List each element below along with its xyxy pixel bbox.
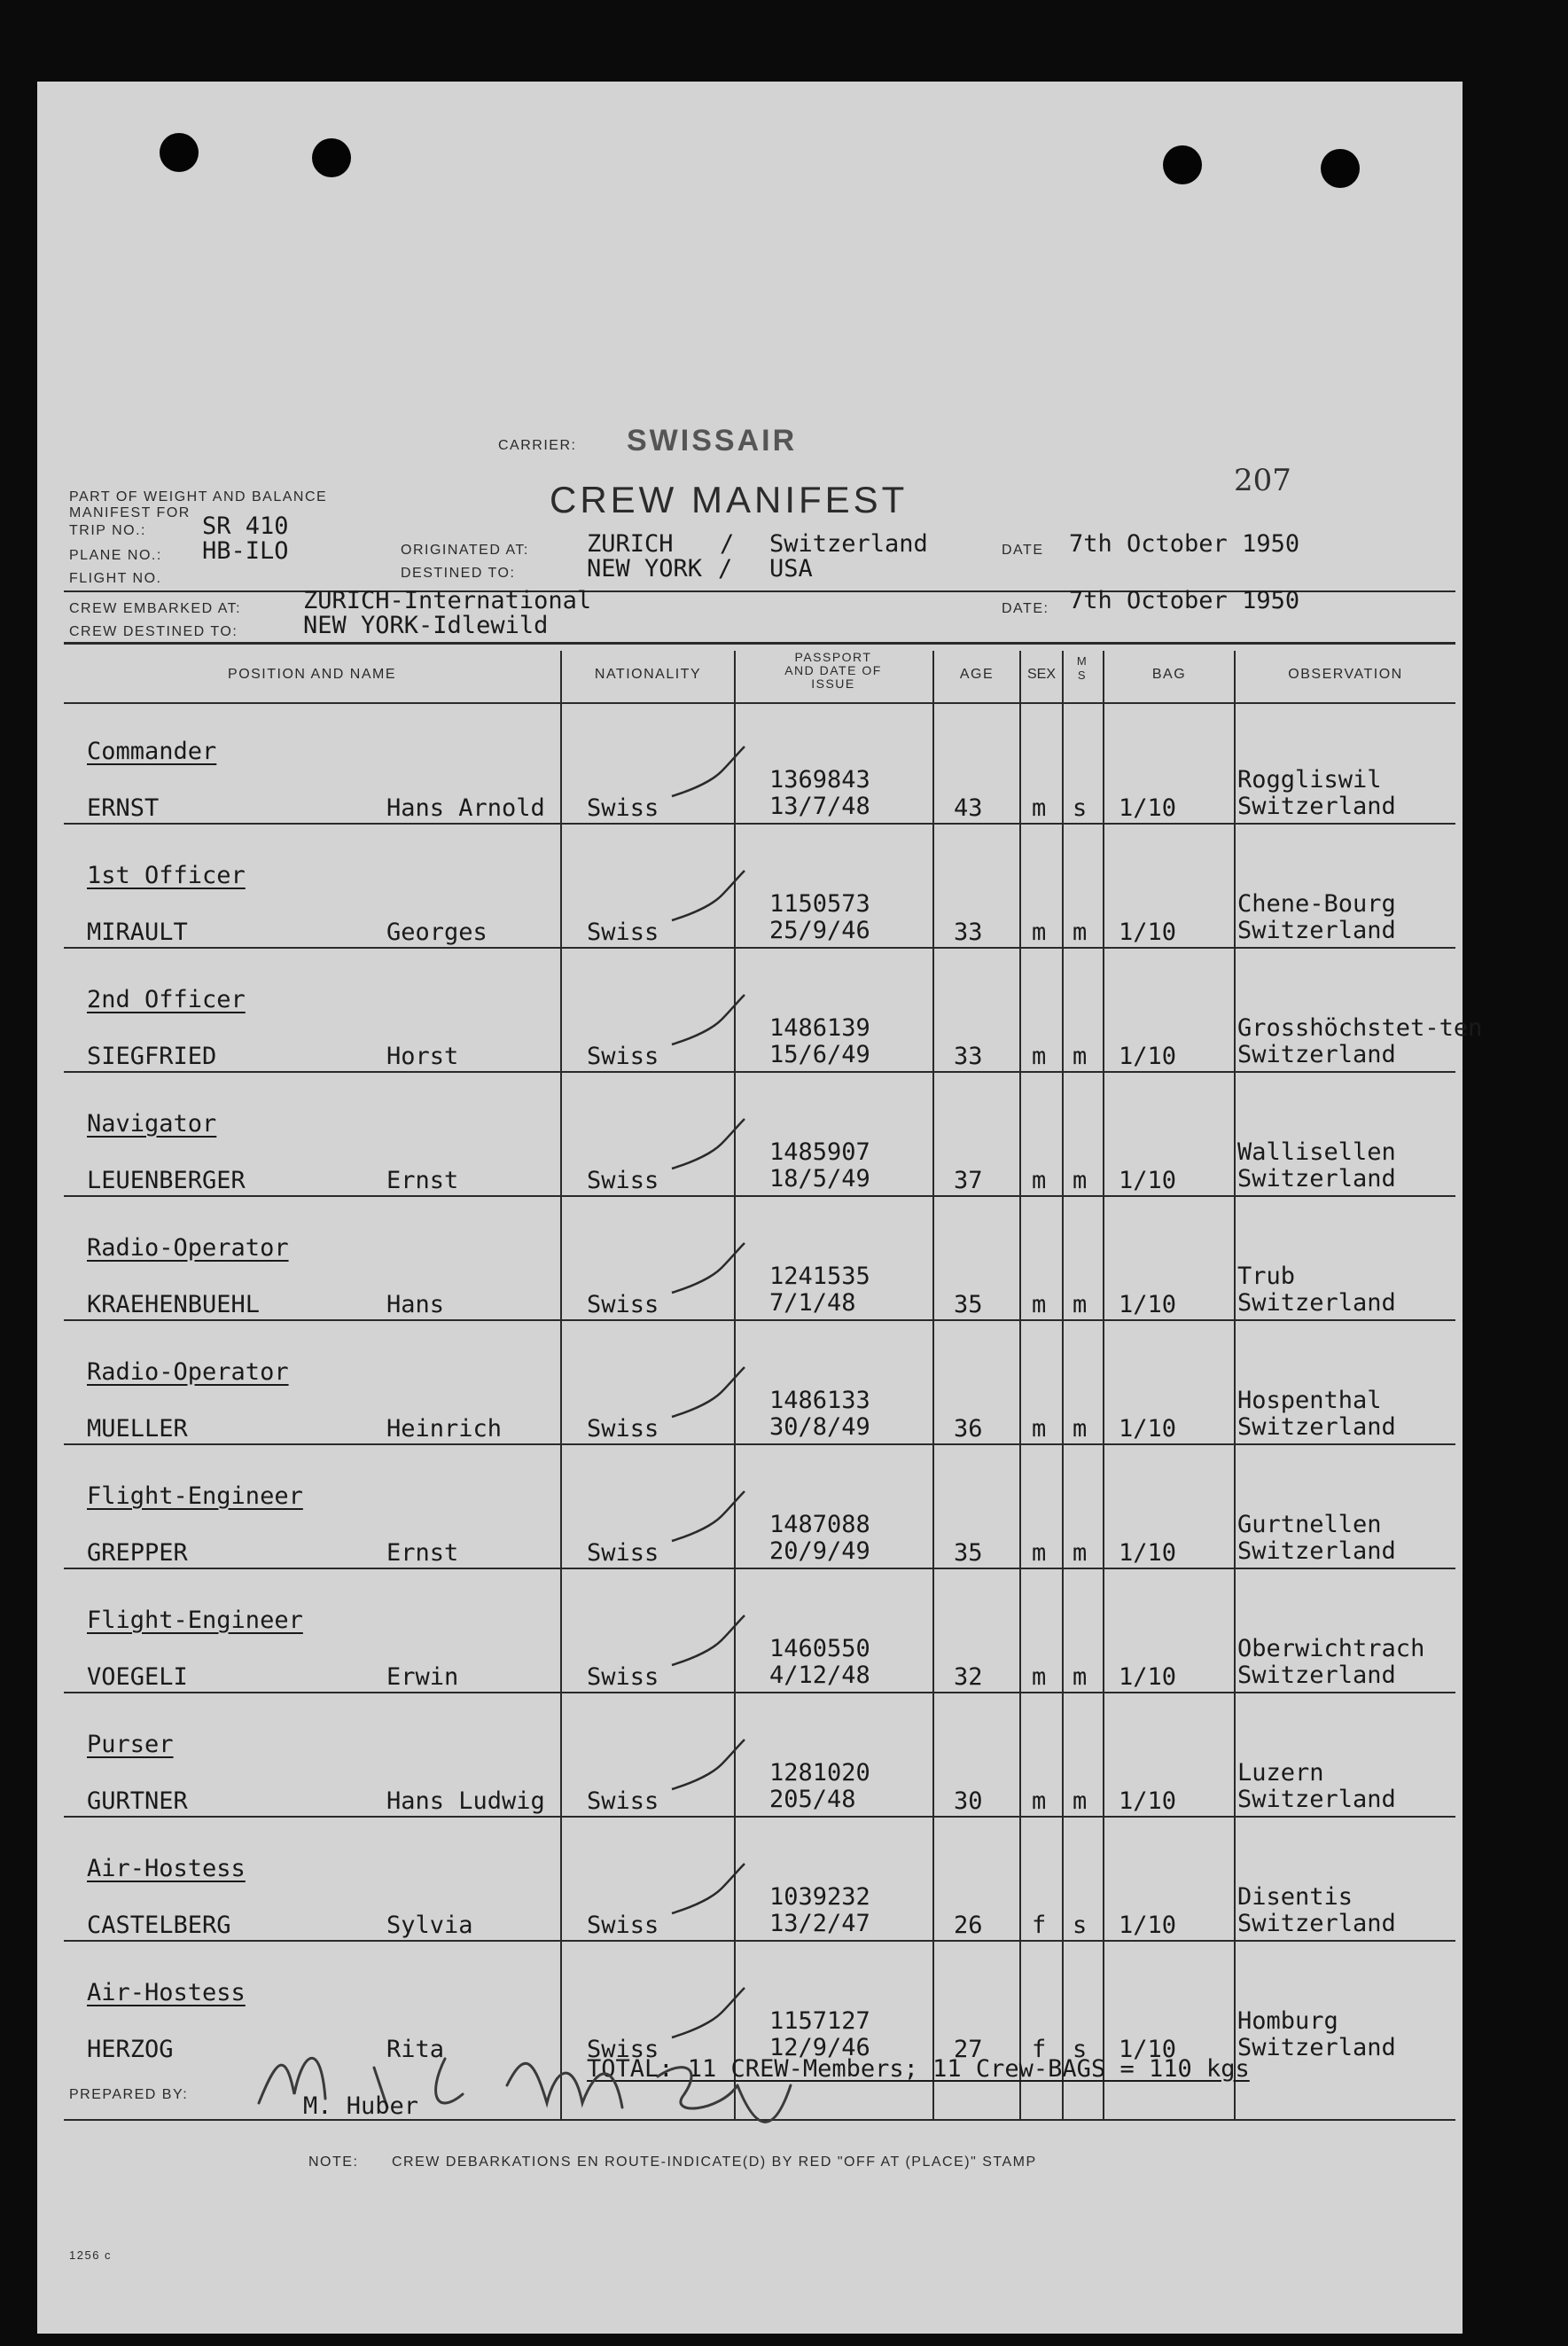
crew-origin-country: Switzerland xyxy=(1237,917,1396,944)
destined-country: USA xyxy=(769,555,813,583)
crew-bag: 1/10 xyxy=(1119,794,1177,822)
check-mark-icon xyxy=(668,1986,748,2039)
crew-given-name: Horst xyxy=(386,1043,459,1070)
crew-age: 33 xyxy=(954,919,983,946)
crew-surname: GREPPER xyxy=(87,1539,188,1567)
crew-nationality: Swiss xyxy=(587,1167,659,1194)
crew-nationality: Swiss xyxy=(587,794,659,822)
crew-position: Air-Hostess xyxy=(87,1979,246,2006)
crew-age: 27 xyxy=(954,2036,983,2063)
crew-marital-status: m xyxy=(1073,1043,1088,1070)
crew-position: Purser xyxy=(87,1731,174,1758)
crew-origin-country: Switzerland xyxy=(1237,1786,1396,1813)
date-label-1: DATE xyxy=(1002,543,1044,558)
crew-nationality: Swiss xyxy=(587,919,659,946)
crew-origin-country: Switzerland xyxy=(1237,1537,1396,1565)
plane-number: HB-ILO xyxy=(202,537,289,565)
crew-marital-status: s xyxy=(1073,794,1088,822)
crew-origin-place: Chene-Bourg xyxy=(1237,890,1396,918)
crew-given-name: Rita xyxy=(386,2036,445,2063)
crew-passport: 1485907 xyxy=(769,1138,870,1166)
crew-age: 36 xyxy=(954,1415,983,1443)
col-header-passport: PASSPORT AND DATE OF ISSUE xyxy=(784,650,882,691)
crew-sex: m xyxy=(1032,794,1047,822)
separator-slash-2: / xyxy=(718,555,733,583)
col-divider xyxy=(1103,651,1104,2119)
crew-given-name: Hans Ludwig xyxy=(386,1787,545,1815)
prepared-by-label: PREPARED BY: xyxy=(69,2087,189,2102)
crew-passport-date: 7/1/48 xyxy=(769,1289,856,1317)
col-divider xyxy=(1062,651,1064,2119)
row-divider xyxy=(64,823,1455,825)
manifest-sheet xyxy=(37,82,1483,2334)
crew-sex: m xyxy=(1032,1043,1047,1070)
row-divider xyxy=(64,1692,1455,1693)
note-label: NOTE: xyxy=(308,2154,359,2170)
crew-origin-place: Trub xyxy=(1237,1263,1296,1290)
crew-age: 26 xyxy=(954,1912,983,1939)
check-mark-icon xyxy=(668,1738,748,1791)
crew-age: 33 xyxy=(954,1043,983,1070)
crew-bag: 1/10 xyxy=(1119,1043,1177,1070)
crew-passport-date: 4/12/48 xyxy=(769,1662,870,1689)
crew-passport-date: 13/2/47 xyxy=(769,1910,870,1937)
crew-surname: MIRAULT xyxy=(87,919,188,946)
crew-surname: LEUENBERGER xyxy=(87,1167,246,1194)
crew-passport: 1460550 xyxy=(769,1635,870,1662)
crew-given-name: Sylvia xyxy=(386,1912,473,1939)
crew-origin-place: Wallisellen xyxy=(1237,1138,1396,1166)
col-divider xyxy=(560,651,562,2119)
trip-label: TRIP NO.: xyxy=(69,523,146,538)
crew-passport-date: 205/48 xyxy=(769,1786,856,1813)
embarked-label: CREW EMBARKED AT: xyxy=(69,601,242,616)
table-top-border xyxy=(64,642,1455,645)
row-divider xyxy=(64,1568,1455,1569)
crew-origin-country: Switzerland xyxy=(1237,1413,1396,1441)
punch-hole-4 xyxy=(1321,149,1360,188)
total-line: TOTAL: 11 CREW-Members; 11 Crew-BAGS = 110 kgs xyxy=(587,2055,1250,2083)
crew-marital-status: m xyxy=(1073,1415,1088,1443)
crew-surname: GURTNER xyxy=(87,1787,188,1815)
crew-position: Air-Hostess xyxy=(87,1855,246,1882)
row-divider xyxy=(64,1319,1455,1321)
crew-marital-status: s xyxy=(1073,2036,1088,2063)
crew-sex: f xyxy=(1032,1912,1047,1939)
note-text: CREW DEBARKATIONS EN ROUTE-INDICATE(D) BY RED "OFF AT (PLACE)" STAMP xyxy=(392,2154,1037,2170)
col-header-position: POSITION AND NAME xyxy=(228,667,396,682)
crew-origin-country: Switzerland xyxy=(1237,1289,1396,1317)
crew-age: 32 xyxy=(954,1663,983,1691)
crew-sex: m xyxy=(1032,1787,1047,1815)
check-mark-icon xyxy=(668,1490,748,1543)
plane-label: PLANE NO.: xyxy=(69,548,162,563)
date-2: 7th October 1950 xyxy=(1069,587,1300,614)
row-divider xyxy=(64,1816,1455,1818)
col-header-ms: M S xyxy=(1076,654,1088,682)
crew-marital-status: m xyxy=(1073,1663,1088,1691)
crew-passport: 1157127 xyxy=(769,2007,870,2035)
trip-number: SR 410 xyxy=(202,512,289,540)
crew-sex: m xyxy=(1032,1663,1047,1691)
crew-passport-date: 20/9/49 xyxy=(769,1537,870,1565)
embarked-at: ZURICH-International xyxy=(303,587,592,614)
crew-sex: m xyxy=(1032,919,1047,946)
crew-position: Flight-Engineer xyxy=(87,1607,303,1634)
crew-origin-place: Disentis xyxy=(1237,1883,1353,1911)
crew-surname: CASTELBERG xyxy=(87,1912,231,1939)
crew-bag: 1/10 xyxy=(1119,919,1177,946)
punch-hole-2 xyxy=(312,138,351,177)
crew-surname: HERZOG xyxy=(87,2036,174,2063)
crew-nationality: Swiss xyxy=(587,1539,659,1567)
col-divider xyxy=(932,651,934,2119)
crew-bag: 1/10 xyxy=(1119,1787,1177,1815)
crew-sex: m xyxy=(1032,1291,1047,1318)
crew-age: 30 xyxy=(954,1787,983,1815)
separator-slash: / xyxy=(720,530,735,558)
col-divider xyxy=(1234,651,1236,2119)
crew-passport: 1486133 xyxy=(769,1387,870,1414)
crew-passport-date: 18/5/49 xyxy=(769,1165,870,1193)
crew-passport: 1486139 xyxy=(769,1014,870,1042)
destined-label: DESTINED TO: xyxy=(401,566,516,581)
crew-passport-date: 15/6/49 xyxy=(769,1041,870,1068)
originated-city: ZURICH xyxy=(587,530,674,558)
crew-surname: KRAEHENBUEHL xyxy=(87,1291,261,1318)
crew-origin-place: Grosshöchstet-ten xyxy=(1237,1014,1483,1042)
crew-marital-status: m xyxy=(1073,1539,1088,1567)
crew-given-name: Hans Arnold xyxy=(386,794,545,822)
crew-bag: 1/10 xyxy=(1119,2036,1177,2063)
check-mark-icon xyxy=(668,745,748,798)
crew-bag: 1/10 xyxy=(1119,1167,1177,1194)
crew-origin-country: Switzerland xyxy=(1237,2034,1396,2061)
crew-origin-place: Luzern xyxy=(1237,1759,1324,1787)
crew-origin-country: Switzerland xyxy=(1237,1662,1396,1689)
date-label-2: DATE: xyxy=(1002,601,1049,616)
crew-passport-date: 25/9/46 xyxy=(769,917,870,944)
check-mark-icon xyxy=(668,1365,748,1419)
crew-bag: 1/10 xyxy=(1119,1291,1177,1318)
prepared-by: M. Huber xyxy=(303,2092,419,2120)
col-divider xyxy=(1019,651,1021,2119)
crew-origin-place: Homburg xyxy=(1237,2007,1338,2035)
row-divider xyxy=(64,1071,1455,1073)
flight-label: FLIGHT NO. xyxy=(69,571,162,586)
crew-marital-status: m xyxy=(1073,1787,1088,1815)
crew-age: 43 xyxy=(954,794,983,822)
col-header-sex: SEX xyxy=(1026,667,1056,682)
crew-age: 35 xyxy=(954,1291,983,1318)
originated-country: Switzerland xyxy=(769,530,928,558)
crew-destined-to: NEW YORK-Idlewild xyxy=(303,612,549,639)
page-number-stamp: 207 xyxy=(1234,463,1291,498)
punch-hole-3 xyxy=(1163,145,1202,184)
crew-bag: 1/10 xyxy=(1119,1663,1177,1691)
date-1: 7th October 1950 xyxy=(1069,530,1300,558)
crew-given-name: Hans xyxy=(386,1291,445,1318)
check-mark-icon xyxy=(668,1117,748,1170)
crew-origin-country: Switzerland xyxy=(1237,1041,1396,1068)
crew-passport-date: 30/8/49 xyxy=(769,1413,870,1441)
crew-surname: SIEGFRIED xyxy=(87,1043,217,1070)
form-number: 1256 c xyxy=(69,2248,113,2262)
crew-passport: 1487088 xyxy=(769,1511,870,1538)
crew-nationality: Swiss xyxy=(587,1043,659,1070)
crew-nationality: Swiss xyxy=(587,1415,659,1443)
crew-origin-place: Roggliswil xyxy=(1237,766,1382,794)
crew-given-name: Erwin xyxy=(386,1663,459,1691)
crew-position: 1st Officer xyxy=(87,862,246,889)
destined-city: NEW YORK xyxy=(587,555,703,583)
crew-position: Commander xyxy=(87,738,217,765)
crew-given-name: Georges xyxy=(386,919,488,946)
check-mark-icon xyxy=(668,993,748,1046)
crew-origin-country: Switzerland xyxy=(1237,1165,1396,1193)
crew-nationality: Swiss xyxy=(587,1912,659,1939)
check-mark-icon xyxy=(668,1862,748,1915)
check-mark-icon xyxy=(668,1614,748,1667)
table-header-border xyxy=(64,702,1455,704)
col-header-bag: BAG xyxy=(1151,667,1187,682)
crew-surname: ERNST xyxy=(87,794,160,822)
crew-origin-place: Gurtnellen xyxy=(1237,1511,1382,1538)
crew-origin-place: Hospenthal xyxy=(1237,1387,1382,1414)
crew-marital-status: m xyxy=(1073,1167,1088,1194)
crew-passport: 1281020 xyxy=(769,1759,870,1787)
crew-position: Navigator xyxy=(87,1110,217,1138)
crew-origin-country: Switzerland xyxy=(1237,1910,1396,1937)
crew-surname: VOEGELI xyxy=(87,1663,188,1691)
carrier-stamp: SWISSAIR xyxy=(627,424,798,457)
crew-destined-label: CREW DESTINED TO: xyxy=(69,624,238,639)
crew-marital-status: m xyxy=(1073,1291,1088,1318)
crew-origin-place: Oberwichtrach xyxy=(1237,1635,1425,1662)
crew-bag: 1/10 xyxy=(1119,1539,1177,1567)
row-divider xyxy=(64,1443,1455,1445)
crew-position: Flight-Engineer xyxy=(87,1482,303,1510)
crew-given-name: Ernst xyxy=(386,1539,459,1567)
crew-position: Radio-Operator xyxy=(87,1234,289,1262)
crew-bag: 1/10 xyxy=(1119,1912,1177,1939)
crew-age: 35 xyxy=(954,1539,983,1567)
crew-given-name: Heinrich xyxy=(386,1415,503,1443)
row-divider xyxy=(64,1195,1455,1197)
crew-sex: f xyxy=(1032,2036,1047,2063)
crew-nationality: Swiss xyxy=(587,2036,659,2063)
crew-surname: MUELLER xyxy=(87,1415,188,1443)
crew-marital-status: s xyxy=(1073,1912,1088,1939)
row-divider xyxy=(64,947,1455,949)
carrier-label: CARRIER: xyxy=(498,438,577,453)
crew-passport: 1369843 xyxy=(769,766,870,794)
crew-nationality: Swiss xyxy=(587,1787,659,1815)
originated-label: ORIGINATED AT: xyxy=(401,543,529,558)
check-mark-icon xyxy=(668,869,748,922)
crew-passport: 1241535 xyxy=(769,1263,870,1290)
crew-given-name: Ernst xyxy=(386,1167,459,1194)
col-header-nationality: NATIONALITY xyxy=(594,667,702,682)
crew-nationality: Swiss xyxy=(587,1663,659,1691)
crew-bag: 1/10 xyxy=(1119,1415,1177,1443)
crew-passport-date: 12/9/46 xyxy=(769,2034,870,2061)
crew-nationality: Swiss xyxy=(587,1291,659,1318)
crew-sex: m xyxy=(1032,1415,1047,1443)
page-title: CREW MANIFEST xyxy=(550,479,909,520)
col-header-observation: OBSERVATION xyxy=(1288,667,1403,682)
crew-origin-country: Switzerland xyxy=(1237,793,1396,820)
crew-position: 2nd Officer xyxy=(87,986,246,1013)
check-mark-icon xyxy=(668,1241,748,1294)
crew-position: Radio-Operator xyxy=(87,1358,289,1386)
row-divider xyxy=(64,1940,1455,1942)
crew-passport: 1150573 xyxy=(769,890,870,918)
weight-balance-label: PART OF WEIGHT AND BALANCE MANIFEST FOR xyxy=(69,489,328,520)
crew-passport: 1039232 xyxy=(769,1883,870,1911)
punch-hole-1 xyxy=(160,133,199,172)
crew-passport-date: 13/7/48 xyxy=(769,793,870,820)
col-header-age: AGE xyxy=(959,667,995,682)
crew-sex: m xyxy=(1032,1539,1047,1567)
crew-sex: m xyxy=(1032,1167,1047,1194)
crew-age: 37 xyxy=(954,1167,983,1194)
crew-marital-status: m xyxy=(1073,919,1088,946)
